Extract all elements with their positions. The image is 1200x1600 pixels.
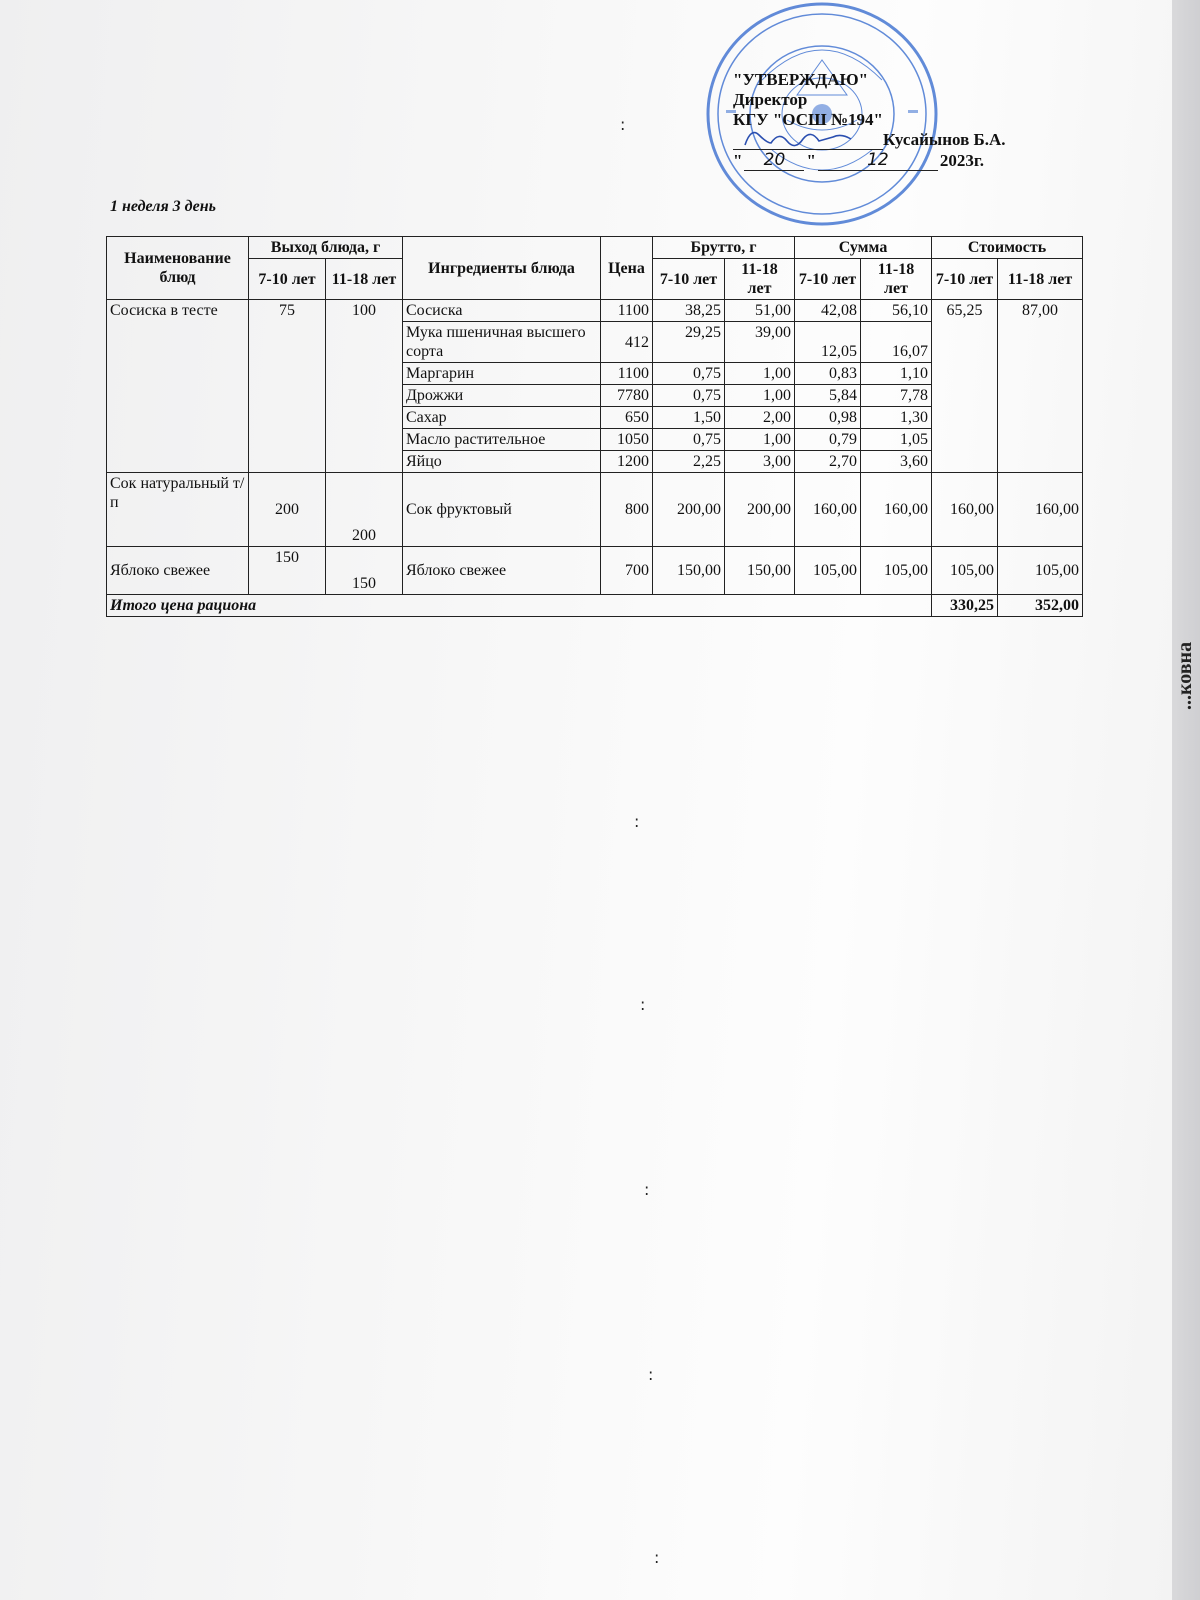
sum-young: 160,00 <box>795 473 861 547</box>
dish-name: Яблоко свежее <box>107 547 249 595</box>
sum-young: 105,00 <box>795 547 861 595</box>
approval-position: Директор <box>733 90 808 109</box>
ingredient-price: 412 <box>601 322 653 363</box>
ingredient-price: 650 <box>601 407 653 429</box>
sum-old: 105,00 <box>861 547 932 595</box>
header-sum-old: 11-18 лет <box>861 259 932 300</box>
header-yield-old: 11-18 лет <box>326 259 403 300</box>
director-name: Кусайынов Б.А. <box>883 130 1006 149</box>
ingredient-name: Сахар <box>403 407 601 429</box>
header-yield: Выход блюда, г <box>249 237 403 259</box>
sum-young: 42,08 <box>795 300 861 322</box>
header-sum-young: 7-10 лет <box>795 259 861 300</box>
dish-yield-old: 100 <box>326 300 403 473</box>
sum-old: 1,05 <box>861 429 932 451</box>
table-row <box>107 473 1083 547</box>
menu-table <box>106 236 1083 617</box>
handwritten-signature-icon <box>741 125 861 151</box>
dish-cost-old: 87,00 <box>998 300 1083 473</box>
scan-mark: : <box>634 812 640 831</box>
ingredient-price: 1050 <box>601 429 653 451</box>
dish-yield-old: 150 <box>326 547 403 595</box>
date-month: 12 <box>818 150 938 171</box>
gross-young: 2,25 <box>653 451 725 473</box>
dish-cost-old: 105,00 <box>998 547 1083 595</box>
approval-heading: "УТВЕРЖДАЮ" <box>733 70 869 89</box>
date-day: 20 <box>744 150 804 171</box>
gross-old: 2,00 <box>725 407 795 429</box>
dish-cost-young: 105,00 <box>932 547 998 595</box>
gross-old: 150,00 <box>725 547 795 595</box>
approval-date: " 20 " 12 2023г. <box>733 150 984 170</box>
gross-old: 1,00 <box>725 385 795 407</box>
gross-young: 0,75 <box>653 385 725 407</box>
gross-young: 29,25 <box>653 322 725 363</box>
scan-mark: : <box>640 995 646 1014</box>
scan-mark: : <box>654 1548 660 1567</box>
ingredient-price: 800 <box>601 473 653 547</box>
dish-cost-young: 160,00 <box>932 473 998 547</box>
sum-young: 5,84 <box>795 385 861 407</box>
dish-yield-young: 150 <box>249 547 326 595</box>
week-day-label: 1 неделя 3 день <box>110 198 216 215</box>
total-cost-young: 330,25 <box>932 595 998 617</box>
approval-organization: КГУ "ОСШ №194" <box>733 110 883 129</box>
ingredient-price: 1100 <box>601 300 653 322</box>
signature-line <box>733 131 883 150</box>
header-dish-name: Наименование блюд <box>107 237 249 300</box>
adjacent-page-edge <box>1172 0 1200 1600</box>
scan-mark: : <box>644 1180 650 1199</box>
dish-name: Сок натуральный т/п <box>107 473 249 547</box>
sum-old: 16,07 <box>861 322 932 363</box>
dish-name: Сосиска в тесте <box>107 300 249 473</box>
gross-young: 38,25 <box>653 300 725 322</box>
sum-old: 7,78 <box>861 385 932 407</box>
dish-cost-old: 160,00 <box>998 473 1083 547</box>
gross-old: 200,00 <box>725 473 795 547</box>
header-sum: Сумма <box>795 237 932 259</box>
gross-old: 1,00 <box>725 363 795 385</box>
sum-old: 1,10 <box>861 363 932 385</box>
dish-yield-young: 200 <box>249 473 326 547</box>
adjacent-page-text: ...ковна <box>1174 641 1196 710</box>
ingredient-name: Мука пшеничная высшего сорта <box>403 322 601 363</box>
ingredient-name: Сосиска <box>403 300 601 322</box>
gross-old: 51,00 <box>725 300 795 322</box>
sum-old: 1,30 <box>861 407 932 429</box>
header-cost-old: 11-18 лет <box>998 259 1083 300</box>
sum-old: 56,10 <box>861 300 932 322</box>
dish-cost-young: 65,25 <box>932 300 998 473</box>
gross-young: 0,75 <box>653 363 725 385</box>
dish-yield-old: 200 <box>326 473 403 547</box>
ingredient-price: 7780 <box>601 385 653 407</box>
ingredient-price: 700 <box>601 547 653 595</box>
sum-old: 3,60 <box>861 451 932 473</box>
gross-old: 3,00 <box>725 451 795 473</box>
date-year: 2023г. <box>939 151 984 170</box>
sum-young: 0,98 <box>795 407 861 429</box>
gross-young: 1,50 <box>653 407 725 429</box>
ingredient-price: 1200 <box>601 451 653 473</box>
header-gross-young: 7-10 лет <box>653 259 725 300</box>
header-price: Цена <box>601 237 653 300</box>
total-cost-old: 352,00 <box>998 595 1083 617</box>
sum-young: 0,79 <box>795 429 861 451</box>
gross-old: 1,00 <box>725 429 795 451</box>
gross-old: 39,00 <box>725 322 795 363</box>
header-gross: Брутто, г <box>653 237 795 259</box>
ingredient-name: Сок фруктовый <box>403 473 601 547</box>
header-gross-old: 11-18 лет <box>725 259 795 300</box>
ingredient-name: Дрожжи <box>403 385 601 407</box>
approval-block <box>733 70 1053 171</box>
ingredient-name: Яйцо <box>403 451 601 473</box>
ingredient-price: 1100 <box>601 363 653 385</box>
ingredient-name: Масло растительное <box>403 429 601 451</box>
sum-old: 160,00 <box>861 473 932 547</box>
gross-young: 200,00 <box>653 473 725 547</box>
header-cost: Стоимость <box>932 237 1083 259</box>
header-ingredients: Ингредиенты блюда <box>403 237 601 300</box>
header-yield-young: 7-10 лет <box>249 259 326 300</box>
table-row <box>107 547 1083 595</box>
dish-yield-young: 75 <box>249 300 326 473</box>
table-row <box>107 300 1083 322</box>
sum-young: 12,05 <box>795 322 861 363</box>
scan-mark: : <box>648 1365 654 1384</box>
total-label: Итого цена рациона <box>107 595 932 617</box>
ingredient-name: Маргарин <box>403 363 601 385</box>
signature-row <box>733 130 1053 150</box>
total-row <box>107 595 1083 617</box>
gross-young: 0,75 <box>653 429 725 451</box>
header-cost-young: 7-10 лет <box>932 259 998 300</box>
sum-young: 2,70 <box>795 451 861 473</box>
ingredient-name: Яблоко свежее <box>403 547 601 595</box>
sum-young: 0,83 <box>795 363 861 385</box>
scan-mark: : <box>620 115 626 134</box>
gross-young: 150,00 <box>653 547 725 595</box>
